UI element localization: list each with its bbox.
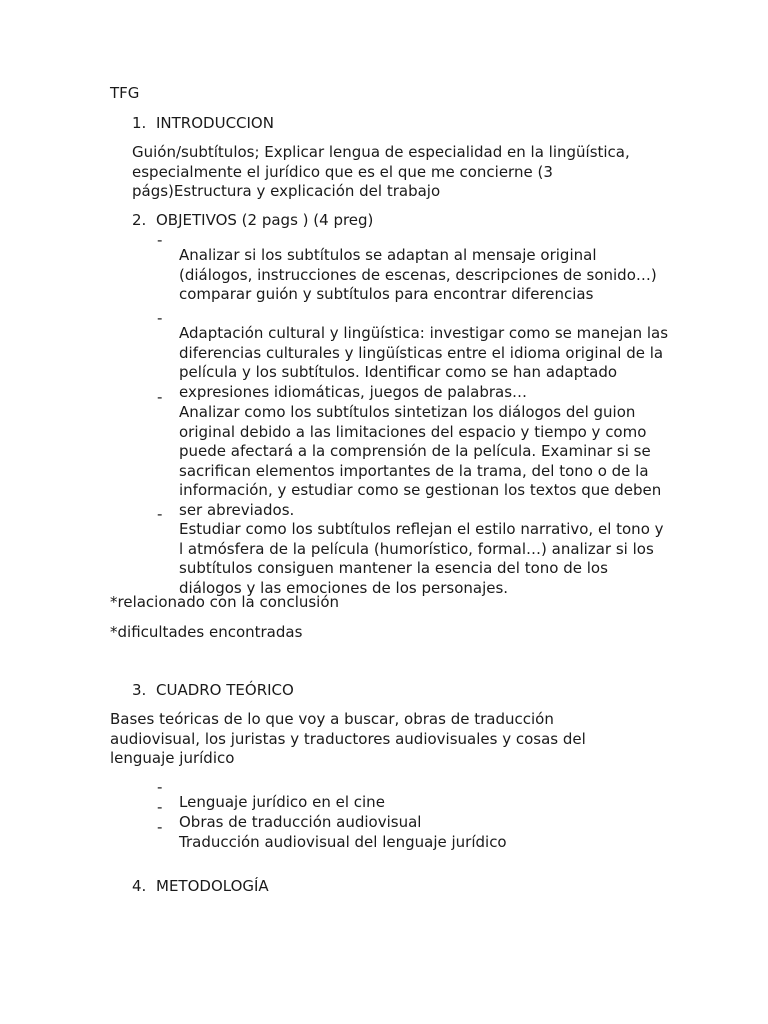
doc-title: TFG: [110, 84, 140, 102]
bullet-marker: -: [157, 818, 163, 836]
note-difficulties: *dificultades encontradas: [110, 623, 303, 641]
objetivos-item-3: Analizar como los subtítulos sintetizan los diálogos del guion original debido a las limitaciones del espacio y tiempo y como puede afectará a la comprensión de la película. Examinar si se sacrifican elementos importantes de la trama, del tono o de la información, y estudiar como se gestionan los textos que deben ser abreviados.: [179, 403, 662, 519]
section-heading-1: [132, 114, 274, 134]
cuadro-item-1: Lenguaje jurídico en el cine: [179, 793, 385, 811]
bullet-marker: -: [157, 778, 163, 796]
section-number: 4.: [132, 877, 147, 895]
section-heading-3: [132, 681, 294, 701]
note-conclusion: *relacionado con la conclusión: [110, 593, 340, 611]
section-title: CUADRO TEÓRICO: [156, 681, 294, 699]
cuadro-item-3: Traducción audiovisual del lenguaje jurídico: [179, 833, 507, 851]
bullet-marker: -: [157, 505, 163, 523]
intro-paragraph: Guión/subtítulos; Explicar lengua de especialidad en la lingüística, especialmente el jurídico que es el que me concierne (3 págs)Estructura y explicación del trabajo: [132, 143, 630, 201]
section-number: 3.: [132, 681, 147, 699]
cuadro-item-2: Obras de traducción audiovisual: [179, 813, 422, 831]
objetivos-item-2: Adaptación cultural y lingüística: investigar como se manejan las diferencias culturales y lingüísticas entre el idioma original de la película y los subtítulos. Identificar como se han adaptado expresiones idiomáticas, juegos de palabras…: [179, 324, 669, 401]
section-heading-4: [132, 877, 269, 897]
bullet-marker: -: [157, 231, 163, 249]
bullet-marker: -: [157, 388, 163, 406]
cuadro-paragraph: Bases teóricas de lo que voy a buscar, obras de traducción audiovisual, los juristas y traductores audiovisuales y cosas del lenguaje jurídico: [110, 710, 586, 768]
section-title: INTRODUCCION: [156, 114, 274, 132]
objetivos-item-1: Analizar si los subtítulos se adaptan al mensaje original (diálogos, instrucciones de escenas, descripciones de sonido…) comparar guión y subtítulos para encontrar diferencias: [179, 246, 657, 304]
bullet-marker: -: [157, 309, 163, 327]
bullet-marker: -: [157, 798, 163, 816]
section-number: 1.: [132, 114, 147, 132]
section-heading-2: [132, 211, 374, 231]
section-title: METODOLOGÍA: [156, 877, 269, 895]
section-number: 2.: [132, 211, 147, 229]
objetivos-item-4: Estudiar como los subtítulos reflejan el estilo narrativo, el tono y l atmósfera de la película (humorístico, formal…) analizar si los subtítulos consiguen mantener la esencia del tono de los diálogos y las emociones de los personajes.: [179, 520, 664, 597]
section-title: OBJETIVOS (2 pags ) (4 preg): [156, 211, 374, 229]
